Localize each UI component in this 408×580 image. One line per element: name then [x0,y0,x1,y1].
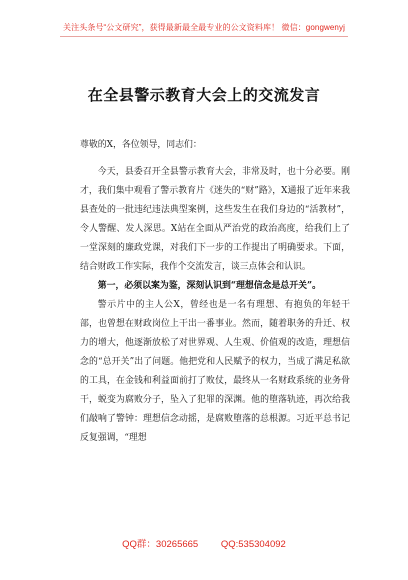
header-divider [60,36,348,37]
page-footer [0,536,408,550]
document-title: 在全县警示教育大会上的交流发言 [87,86,321,104]
qq-text: QQ:535304092 [220,539,286,550]
salutation: 尊敬的X，各位领导，同志们： [80,140,202,150]
intro-paragraph: 今天，县委召开全县警示教育大会，非常及时，也十分必要。刚才，我们集中观看了警示教育片《迷失的“财”路》，X通报了近年来我县查处的一批违纪违法典型案例，这些发生在我们身边的“活教材”，令人警醒、发人深思。X站在全面从严治党的政治高度，给我们上了一堂深刻的廉政党课，对我们下一步的工作提出了明确要求。下面，结合财政工作实际，我作个交流发言，谈三点体会和认识。 [80,167,350,272]
section-paragraph: 警示片中的主人公X，曾经也是一名有理想、有抱负的年轻干部，也曾想在财政岗位上干出一番事业。然而，随着职务的升迁、权力的增大，他逐渐放松了对世界观、人生观、价值观的改造，理想信念的“总开关”出了问题。他把党和人民赋予的权力，当成了满足私欲的工具，在金钱和利益面前打了败仗，最终从一名财政系统的业务骨干，蜕变为腐败分子，坠入了犯罪的深渊。他的堕落轨迹，再次给我们敲响了警钟：理想信念动摇，是腐败堕落的总根源。习近平总书记反复强调，“理想 [80,300,350,443]
qq-group-text: QQ群：30265665 [122,539,199,550]
document-body [80,136,350,448]
header-banner: 关注头条号“公文研究”，获得最新最全最专业的公文资料库！ 微信：gongwenyj [63,23,345,32]
page-header [0,0,408,50]
section-heading: 第一，必须以案为鉴，深刻认识到“理想信念是总开关”。 [97,281,322,291]
